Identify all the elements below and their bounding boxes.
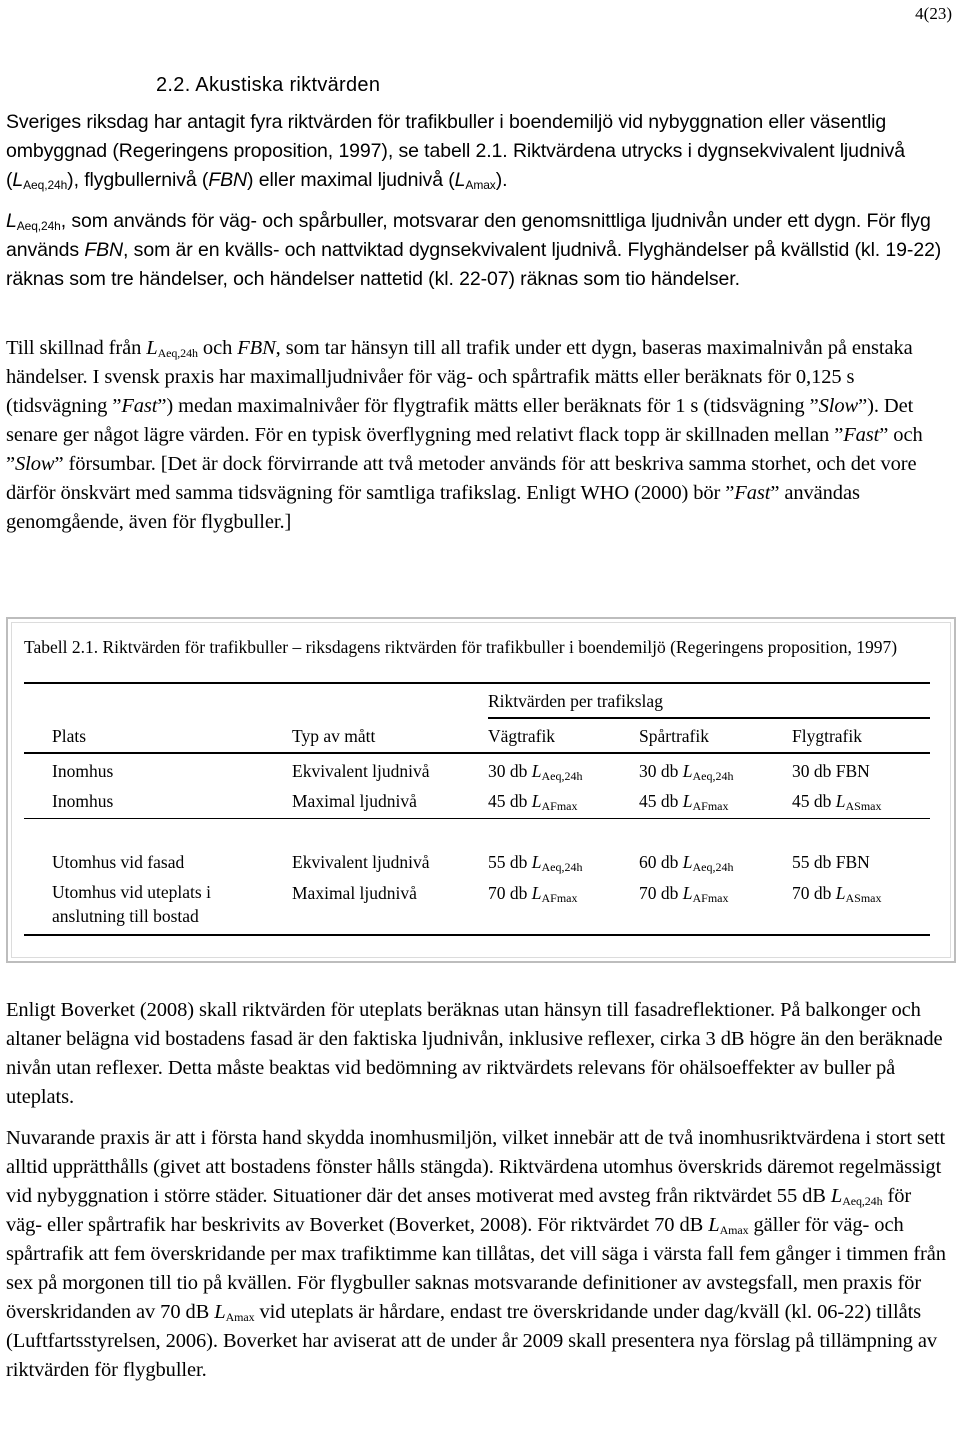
- table-row-2-typ: Maximal ljudnivå: [292, 791, 417, 811]
- group-rule: [488, 717, 930, 719]
- table-row-2-flyg: 45 db $L_{ASmax}$: [792, 791, 882, 813]
- table-row-3-plats: Utomhus vid fasad: [52, 852, 185, 872]
- table-row-2-spar: 45 db $L_{AFmax}$: [639, 791, 729, 813]
- table-row-2-vag: 45 db $L_{AFmax}$: [488, 791, 578, 813]
- table-row-2-plats: Inomhus: [52, 791, 114, 811]
- row-separator: [24, 818, 930, 819]
- page-number: 4(23): [915, 4, 952, 23]
- paragraph-praxis: Nuvarande praxis är att i första hand skydda inomhusmiljön, vilket innebär att de två inomhusriktvärdena i stort sett alltid upprätthålls (givet att bostadens fönster hålls stängda). Riktvärdena utomhus överskrids däremot regelmässigt vid nybyggnation i större städer. Situationer där det anses motiverat med avsteg från riktvärdet 55 dB $L_{Aeq,24h}$ för väg- eller spårtrafik har beskrivits av Boverket (Boverket, 2008). För riktvärdet 70 dB $L_{Amax}$ gäller för väg- och spårtrafik att fem överskridande per max trafiktimme kan tillåtas, det vill säga i värsta fall fem gånger i timmen från sex på morgonen till tio på kvällen. För flygbuller saknas motsvarande definitioner av avstegsfall, men praxis för överskridanden av 70 dB $L_{Amax}$ vid uteplats är hårdare, endast tre överskridande under dag/kväll (kl. 06-22) tillåts (Luftfartsstyrelsen, 2006). Boverket har aviserat att de under år 2009 skall presentera nya förslag på tillämpning av riktvärden för flygbuller.: [6, 1127, 946, 1381]
- table-row-4-vag: 70 db $L_{AFmax}$: [488, 883, 578, 905]
- table-row-4-typ: Maximal ljudnivå: [292, 883, 417, 903]
- table-row-4-flyg: 70 db $L_{ASmax}$: [792, 883, 882, 905]
- table-row-1-flyg: 30 db FBN: [792, 761, 870, 781]
- paragraph-intro: Sveriges riksdag har antagit fyra riktvärden för trafikbuller i boendemiljö vid nybyggnation eller väsentlig ombyggnad (Regeringens proposition, 1997), se tabell 2.1. Riktvärdena utrycks i dygnsekvivalent ljudnivå $(L_{Aeq,24h})$, flygbullernivå (FBN) eller maximal ljudnivå $(L_{Amax})$.: [6, 111, 906, 192]
- table-row-1-spar: 30 db $L_{Aeq,24h}$: [639, 761, 734, 783]
- table-panel: [6, 617, 956, 963]
- table-row-3-flyg: 55 db FBN: [792, 852, 870, 872]
- table-bottom-rule: [24, 934, 930, 936]
- header-spartrafik: Spårtrafik: [639, 726, 709, 746]
- header-flygtrafik: Flygtrafik: [792, 726, 862, 746]
- table-row-1-plats: Inomhus: [52, 761, 114, 781]
- table-row-3-vag: 55 db $L_{Aeq,24h}$: [488, 852, 583, 874]
- table-row-4-spar: 70 db $L_{AFmax}$: [639, 883, 729, 905]
- paragraph-boverket: Enligt Boverket (2008) skall riktvärden för uteplats beräknas utan hänsyn till fasadreflektioner. På balkonger och altaner belägna vid bostadens fasad är den faktiska ljudnivån, inklusive reflexer, cirka 3 dB högre än den beräknade nivån utan reflexer. Detta måste beaktas vid bedömning av riktvärdets relevans för ohälsoeffekter av buller på uteplats.: [6, 999, 943, 1108]
- section-heading: 2.2. Akustiska riktvärden: [156, 74, 381, 96]
- header-plats: Plats: [52, 726, 87, 746]
- header-typ: Typ av mått: [292, 726, 376, 746]
- table-row-3-spar: 60 db $L_{Aeq,24h}$: [639, 852, 734, 874]
- header-rule: [24, 752, 930, 754]
- paragraph-maxlevel: Till skillnad från $L_{Aeq,24h}$ och FBN, som tar hänsyn till all trafik under ett dygn, baseras maximalnivån på enstaka händelser. I svensk praxis har maximalljudnivåer för väg- och spårtrafik mätts eller beräknats för 0,125 s (tidsvägning ”Fast”) medan maximalnivåer för flygtrafik mätts eller beräknats för 1 s (tidsvägning ”Slow”). Det senare ger något lägre värden. För en typisk överflygning med relativt flack topp är skillnaden mellan ”Fast” och ”Slow” försumbar. [Det är dock förvirrande att två metoder används för att beskriva samma storhet, och det vore därför önskvärt med samma tidsvägning för samtliga trafikslag. Enligt WHO (2000) bör ”Fast” användas genomgående, även för flygbuller.]: [6, 337, 923, 533]
- table-row-3-typ: Ekvivalent ljudnivå: [292, 852, 430, 872]
- group-header: Riktvärden per trafikslag: [488, 691, 663, 711]
- header-vagtrafik: Vägtrafik: [488, 726, 556, 746]
- paragraph-laeq: $L_{Aeq,24h}$, som används för väg- och spårbuller, motsvarar den genomsnittliga ljudnivån under ett dygn. För flyg används FBN, som är en kvälls- och nattviktad dygnsekvivalent ljudnivå. Flyghändelser på kvällstid (kl. 19-22) räknas som tre händelser, och händelser nattetid (kl. 22-07) räknas som tio händelser.: [6, 210, 942, 290]
- table-caption: Tabell 2.1. Riktvärden för trafikbuller – riksdagens riktvärden för trafikbuller i boendemiljö (Regeringens proposition, 1997): [24, 637, 898, 657]
- table-row-1-vag: 30 db $L_{Aeq,24h}$: [488, 761, 583, 783]
- caption-rule: [24, 682, 930, 684]
- table-row-1-typ: Ekvivalent ljudnivå: [292, 761, 430, 781]
- table-row-4-plats: Utomhus vid uteplats i anslutning till bostad: [52, 882, 211, 926]
